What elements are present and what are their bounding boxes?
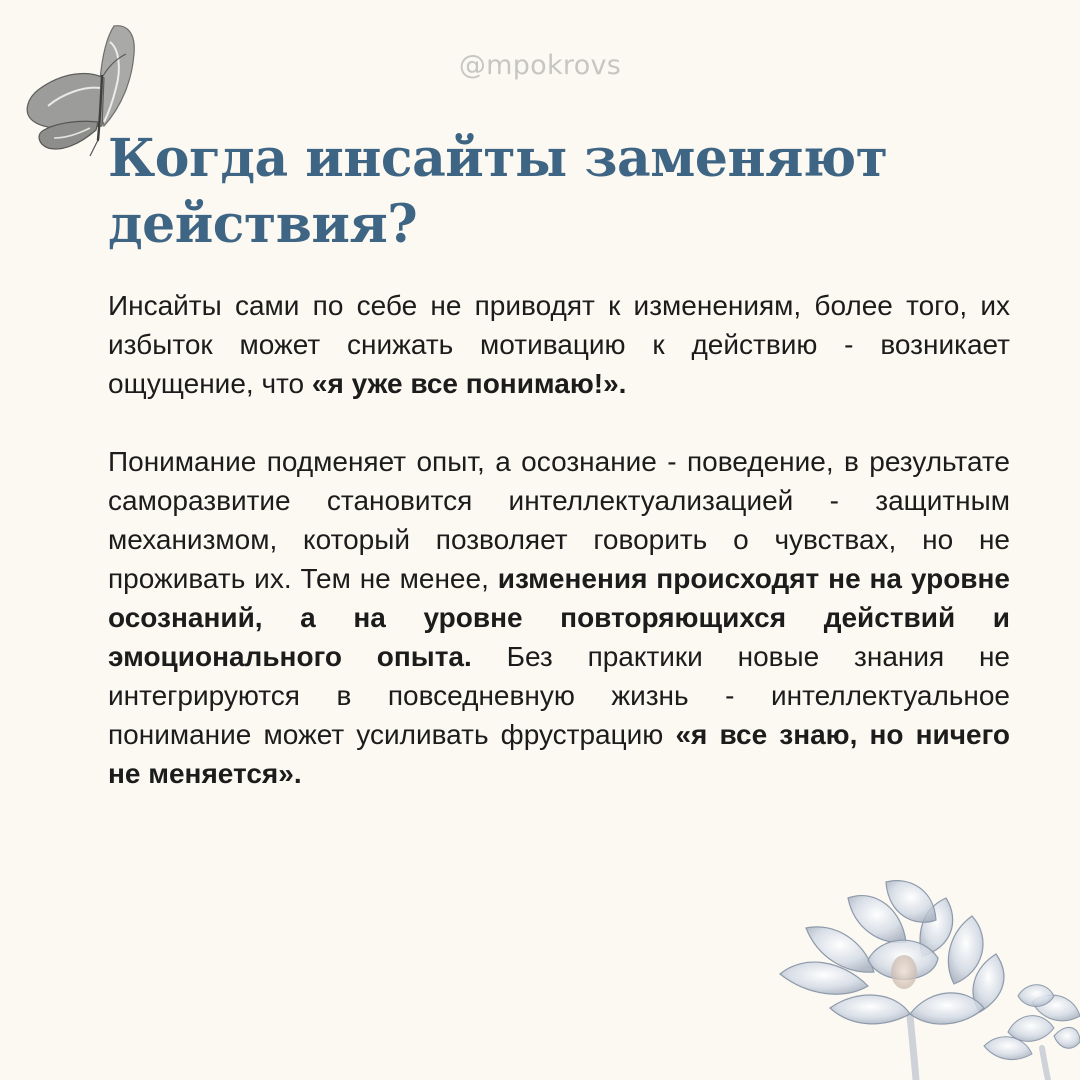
paragraph-2	[108, 442, 1010, 793]
paragraph-2-text-1: Понимание подменяет опыт, а осознание - поведение, в результате саморазвитие становится интеллектуализацией - защитным механизмом, который позволяет говорить о чувствах, но не проживать их. Тем не менее,	[108, 446, 1010, 594]
paragraph-1-bold-quote: «я уже все понимаю!».	[311, 368, 627, 399]
paragraph-2-text-2: Без практики новые знания не интегрируются в повседневную жизнь - интеллектуальное понимание может усиливать фрустрацию	[108, 641, 1010, 750]
body-text	[108, 286, 1010, 793]
paragraph-1	[108, 286, 1010, 403]
page-title: Когда инсайты заменяют действия?	[108, 128, 888, 255]
paragraph-2-bold-quote: «я все знаю, но ничего не меняется».	[108, 719, 1010, 789]
paragraph-1-text: Инсайты сами по себе не приводят к изменениям, более того, их избыток может снижать мотивацию к действию - возникает ощущение, что	[108, 290, 1010, 399]
glass-flowers-illustration	[770, 876, 1080, 1080]
paragraph-2-bold-1: изменения происходят не на уровне осознаний, а на уровне повторяющихся действий и эмоционального опыта.	[108, 563, 1011, 672]
account-handle: @mpokrovs	[458, 50, 622, 81]
